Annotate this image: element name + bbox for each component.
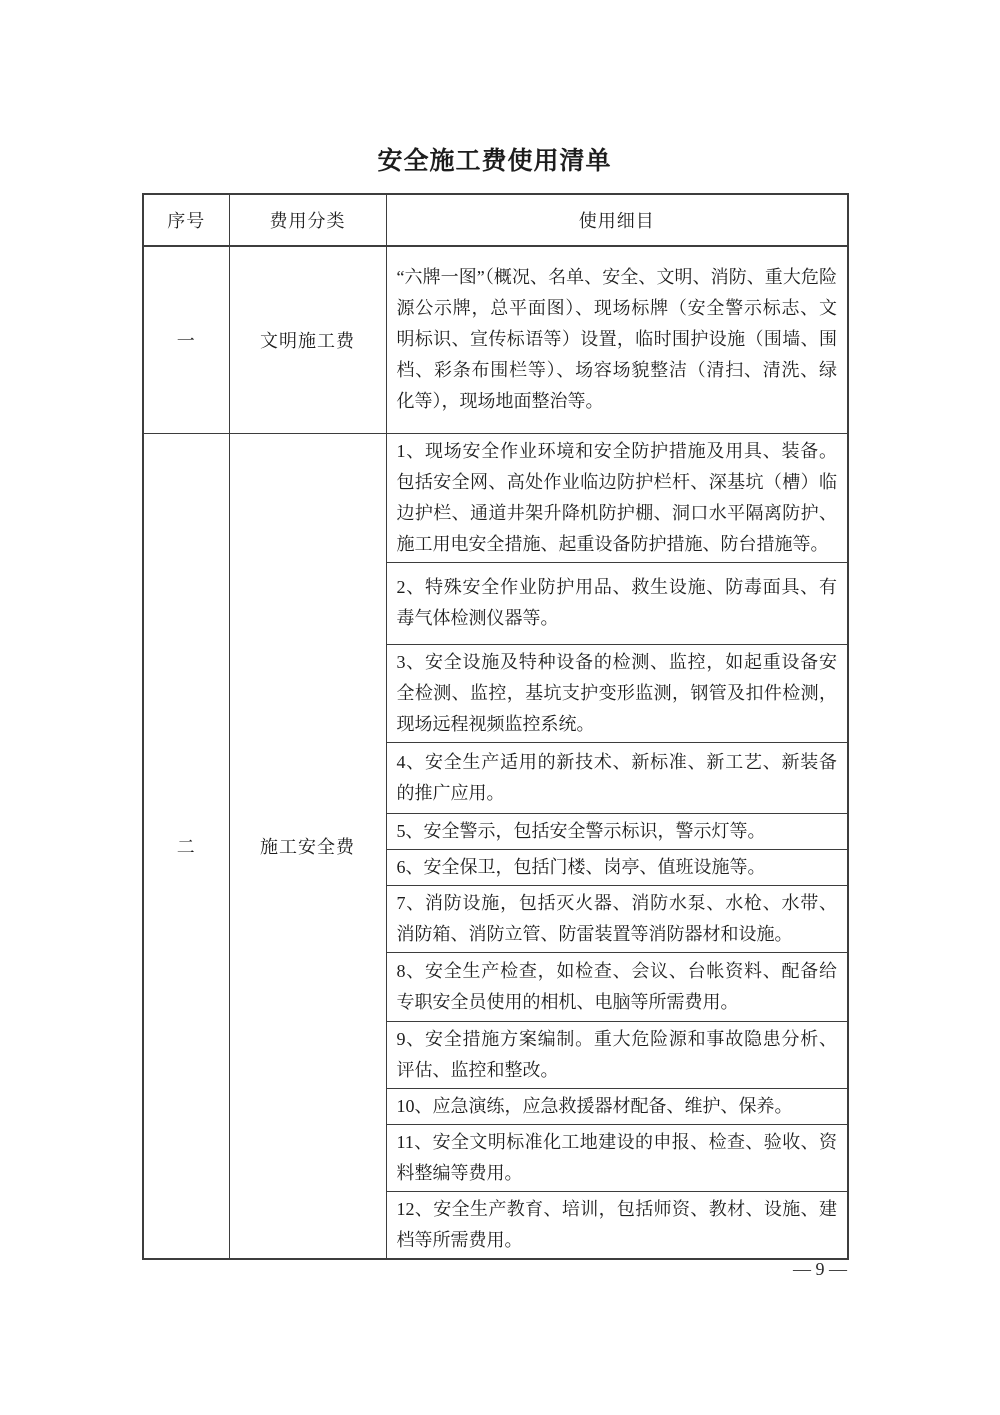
table-header-row [143, 194, 848, 246]
page-title: 安全施工费使用清单 [377, 148, 612, 175]
cell-detail-2-1: 1、现场安全作业环境和安全防护措施及用具、装备。包括安全网、高处作业临边防护栏杆、深基坑（槽）临边护栏、通道井架升降机防护棚、洞口水平隔离防护、施工用电安全措施、起重设备防护措施、防台措施等。 [386, 433, 848, 562]
cell-detail-2-2: 2、特殊安全作业防护用品、救生设施、防毒面具、有毒气体检测仪器等。 [386, 562, 848, 644]
cell-serial-2: 二 [143, 433, 229, 1259]
cell-detail-2-3: 3、安全设施及特种设备的检测、监控，如起重设备安全检测、监控，基坑支护变形监测，钢管及扣件检测，现场远程视频监控系统。 [386, 644, 848, 742]
cell-serial-1: 一 [143, 246, 229, 433]
page-number: — 9 — [793, 1259, 847, 1279]
col-header-detail: 使用细目 [386, 194, 848, 246]
cell-category-1: 文明施工费 [229, 246, 386, 433]
cell-detail-1: “六牌一图”（概况、名单、安全、文明、消防、重大危险源公示牌，总平面图）、现场标牌（安全警示标志、文明标识、宣传标语等）设置，临时围护设施（围墙、围档、彩条布围栏等）、场容场貌整洁（清扫、清洗、绿化等），现场地面整治等。 [386, 246, 848, 433]
cell-detail-2-8: 8、安全生产检查，如检查、会议、台帐资料、配备给专职安全员使用的相机、电脑等所需费用。 [386, 952, 848, 1021]
cell-detail-2-12: 12、安全生产教育、培训，包括师资、教材、设施、建档等所需费用。 [386, 1191, 848, 1259]
cell-detail-2-7: 7、消防设施，包括灭火器、消防水泵、水枪、水带、消防箱、消防立管、防雷装置等消防器材和设施。 [386, 885, 848, 952]
table-row-section-1 [143, 246, 848, 433]
cell-detail-2-4: 4、安全生产适用的新技术、新标准、新工艺、新装备的推广应用。 [386, 742, 848, 813]
table-row-section-2-item-1 [143, 433, 848, 562]
cell-category-2: 施工安全费 [229, 433, 386, 1259]
fee-usage-table [142, 193, 849, 1260]
cell-detail-2-9: 9、安全措施方案编制。重大危险源和事故隐患分析、评估、监控和整改。 [386, 1021, 848, 1088]
cell-detail-2-10: 10、应急演练，应急救援器材配备、维护、保养。 [386, 1088, 848, 1124]
cell-detail-2-11: 11、安全文明标准化工地建设的申报、检查、验收、资料整编等费用。 [386, 1124, 848, 1191]
cell-detail-2-5: 5、安全警示，包括安全警示标识，警示灯等。 [386, 813, 848, 849]
col-header-serial: 序号 [143, 194, 229, 246]
col-header-category: 费用分类 [229, 194, 386, 246]
cell-detail-2-6: 6、安全保卫，包括门楼、岗亭、值班设施等。 [386, 849, 848, 885]
